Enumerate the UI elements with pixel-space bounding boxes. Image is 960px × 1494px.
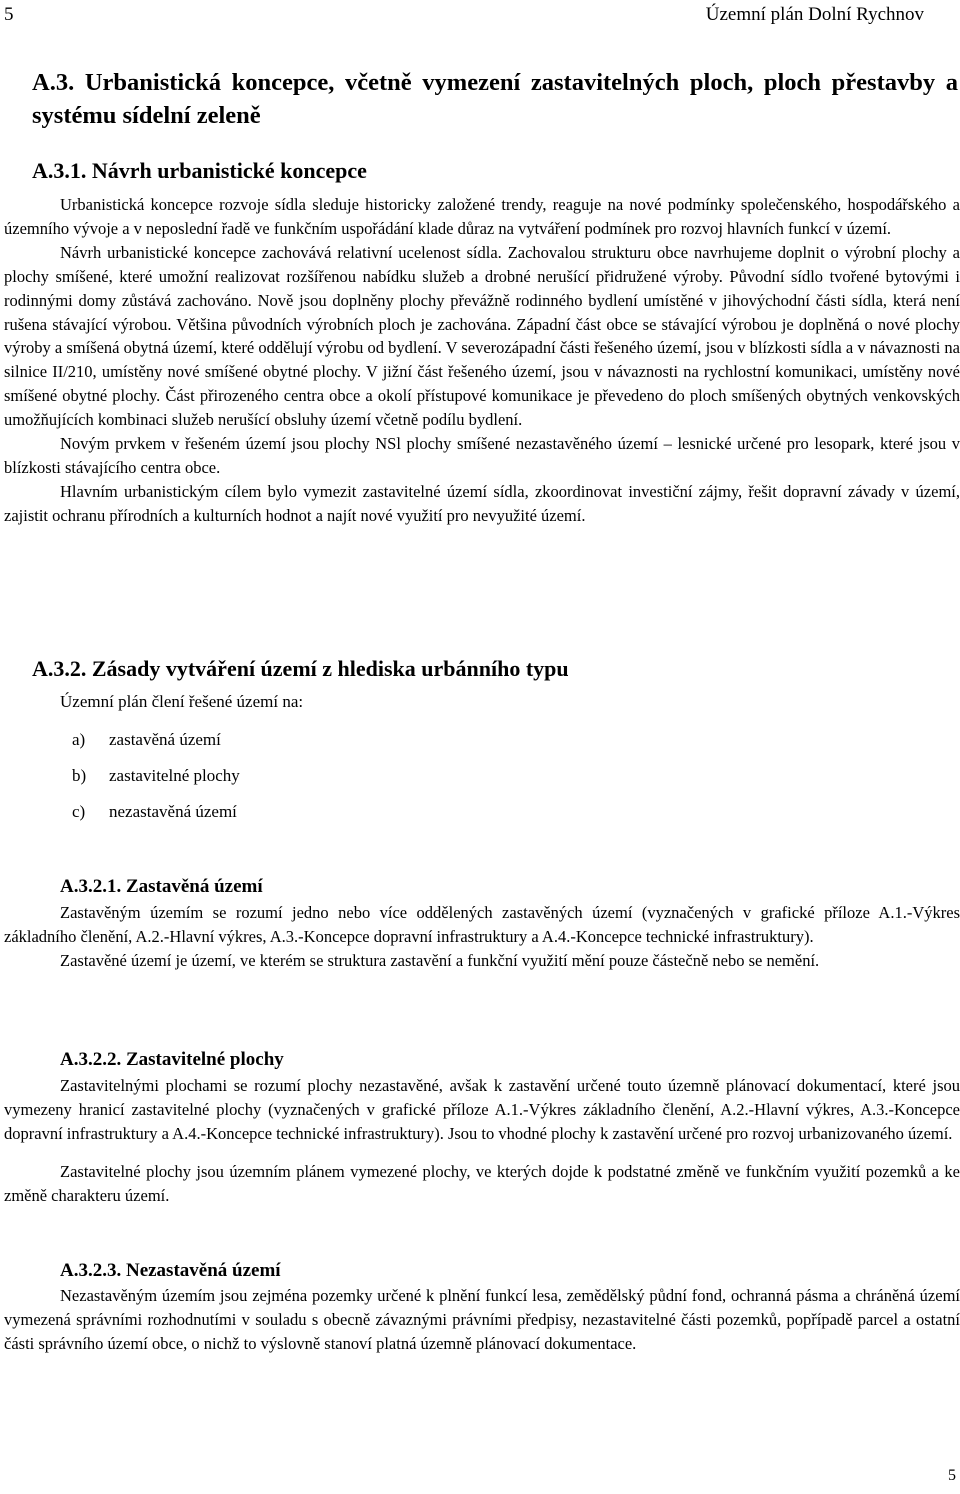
list-text: zastavěná území: [109, 730, 221, 749]
heading-a-3-2: A.3.2. Zásady vytváření území z hlediska urbánního typu: [32, 656, 569, 681]
paragraph: Urbanistická koncepce rozvoje sídla sleduje historicky založené trendy, reaguje na nové podmínky společenského, hospodářského a územního vývoje a v neposlední řadě ve funkčním uspořádání klade důraz na vytváření podmínek pro rozvoj hlavních funkcí v území.: [4, 195, 960, 238]
list-marker: b): [72, 766, 87, 785]
list-item: [72, 801, 240, 837]
list-text: zastavitelné plochy: [109, 766, 240, 785]
heading-a-3-2-2: A.3.2.2. Zastavitelné plochy: [60, 1049, 284, 1070]
paragraph: Návrh urbanistické koncepce zachovává relativní ucelenost sídla. Zachovalou strukturu obce navrhujeme doplnit o výrobní plochy a plochy smíšené, které umožní realizovat rozšířenou nabídku služeb a drobné nerušící přidružené výroby. Původní sídlo tvořené bytovými i rodinnými domy zůstává zachováno. Nově jsou doplněny plochy převážně rodinného bydlení umístěné v jihovýchodní části sídla, která není rušena stávající výrobou. Většina původních výrobních ploch je zachována. Západní část obce se stávající výrobou je doplněná o nové plochy výroby a smíšená obytná území, které oddělují výrobu od bydlení. V severozápadní části řešeného území, jsou v blízkosti sídla a v návaznosti na silnice II/210, umístěny nové smíšené obytné plochy. V jižní část řešeného území, jsou v návaznosti na rychlostní komunikaci, umístěny nové smíšené obytné plochy. Část přirozeného centra obce a okolí přístupové komunikace je převedeno do ploch smíšených obytných venkovských umožňujících kombinaci služeb nerušící obsluhy území včetně podílu bydlení.: [4, 242, 960, 430]
section-a-3-1-body: [4, 193, 960, 528]
header-page-number: 5: [4, 4, 14, 25]
list-intro: Územní plán člení řešené území na:: [60, 692, 304, 711]
paragraph: Zastavěné území je území, ve kterém se struktura zastavění a funkční využití mění pouze částečně nebo se nemění.: [60, 950, 820, 970]
footer-page-number: 5: [948, 1467, 956, 1484]
list-text: nezastavěná území: [109, 802, 237, 821]
paragraph: Nezastavěným územím jsou zejména pozemky určené k plnění funkcí lesa, zemědělský půdní fond, ochranná pásma a chráněná území vymezená správními rozhodnutími v souladu s obecně závaznými právními předpisy, nezastavitelné části pozemků, popřípadě parcel a ostatní části správního území obce, o nichž to výslovně stanoví platná územně plánovací dokumentace.: [4, 1286, 960, 1353]
paragraph: Novým prvkem v řešeném území jsou plochy NSl plochy smíšené nezastavěného území – lesnické určené pro lesopark, které jsou v blízkosti stávajícího centra obce.: [4, 434, 960, 477]
list-item: [72, 729, 240, 765]
paragraph: Hlavním urbanistickým cílem bylo vymezit zastavitelné území sídla, zkoordinovat investiční zájmy, řešit dopravní závady v území, zajistit ochranu přírodních a kulturních hodnot a najít nové využití pro nevyužité území.: [4, 481, 960, 525]
paragraph: Zastavěným územím se rozumí jedno nebo více oddělených zastavěných území (vyznačených v grafické příloze A.1.-Výkres základního členění, A.2.-Hlavní výkres, A.3.-Koncepce dopravní infrastruktury a A.4.-Koncepce technické infrastruktury).: [4, 903, 960, 946]
heading-a-3-1: A.3.1. Návrh urbanistické koncepce: [32, 158, 367, 183]
list-marker: a): [72, 730, 86, 749]
section-a-3-2-2-body: [4, 1074, 960, 1208]
heading-a-3-2-1: A.3.2.1. Zastavěná území: [60, 876, 263, 897]
paragraph: Zastavitelné plochy jsou územním plánem vymezené plochy, ve kterých dojde k podstatné změně ve funkčním využití pozemků a ke změně charakteru území.: [4, 1161, 960, 1205]
list-item: [72, 765, 240, 801]
page-header: [4, 4, 924, 28]
list-marker: c): [72, 802, 86, 821]
header-document-title: Územní plán Dolní Rychnov: [705, 4, 924, 25]
heading-a-3-2-3: A.3.2.3. Nezastavěná území: [60, 1260, 281, 1281]
section-title: A.3. Urbanistická koncepce, včetně vymezení zastavitelných ploch, ploch přestavby a systému sídelní zeleně: [32, 69, 958, 129]
section-a-3-2-3-body: [4, 1284, 960, 1356]
section-a-3-2-1-body: [4, 901, 960, 973]
zone-list: [72, 729, 240, 837]
paragraph: Zastavitelnými plochami se rozumí plochy nezastavěné, avšak k zastavění určené touto územně plánovací dokumentací, které jsou vymezeny hranicí zastavitelné plochy (vyznačených v grafické příloze A.1.-Výkres základního členění, A.2.-Hlavní výkres, A.3.-Koncepce dopravní infrastruktury a A.4.-Koncepce technické infrastruktury). Jsou to vhodné plochy k zastavění určené pro rozvoj urbanizovaného území.: [4, 1076, 960, 1143]
